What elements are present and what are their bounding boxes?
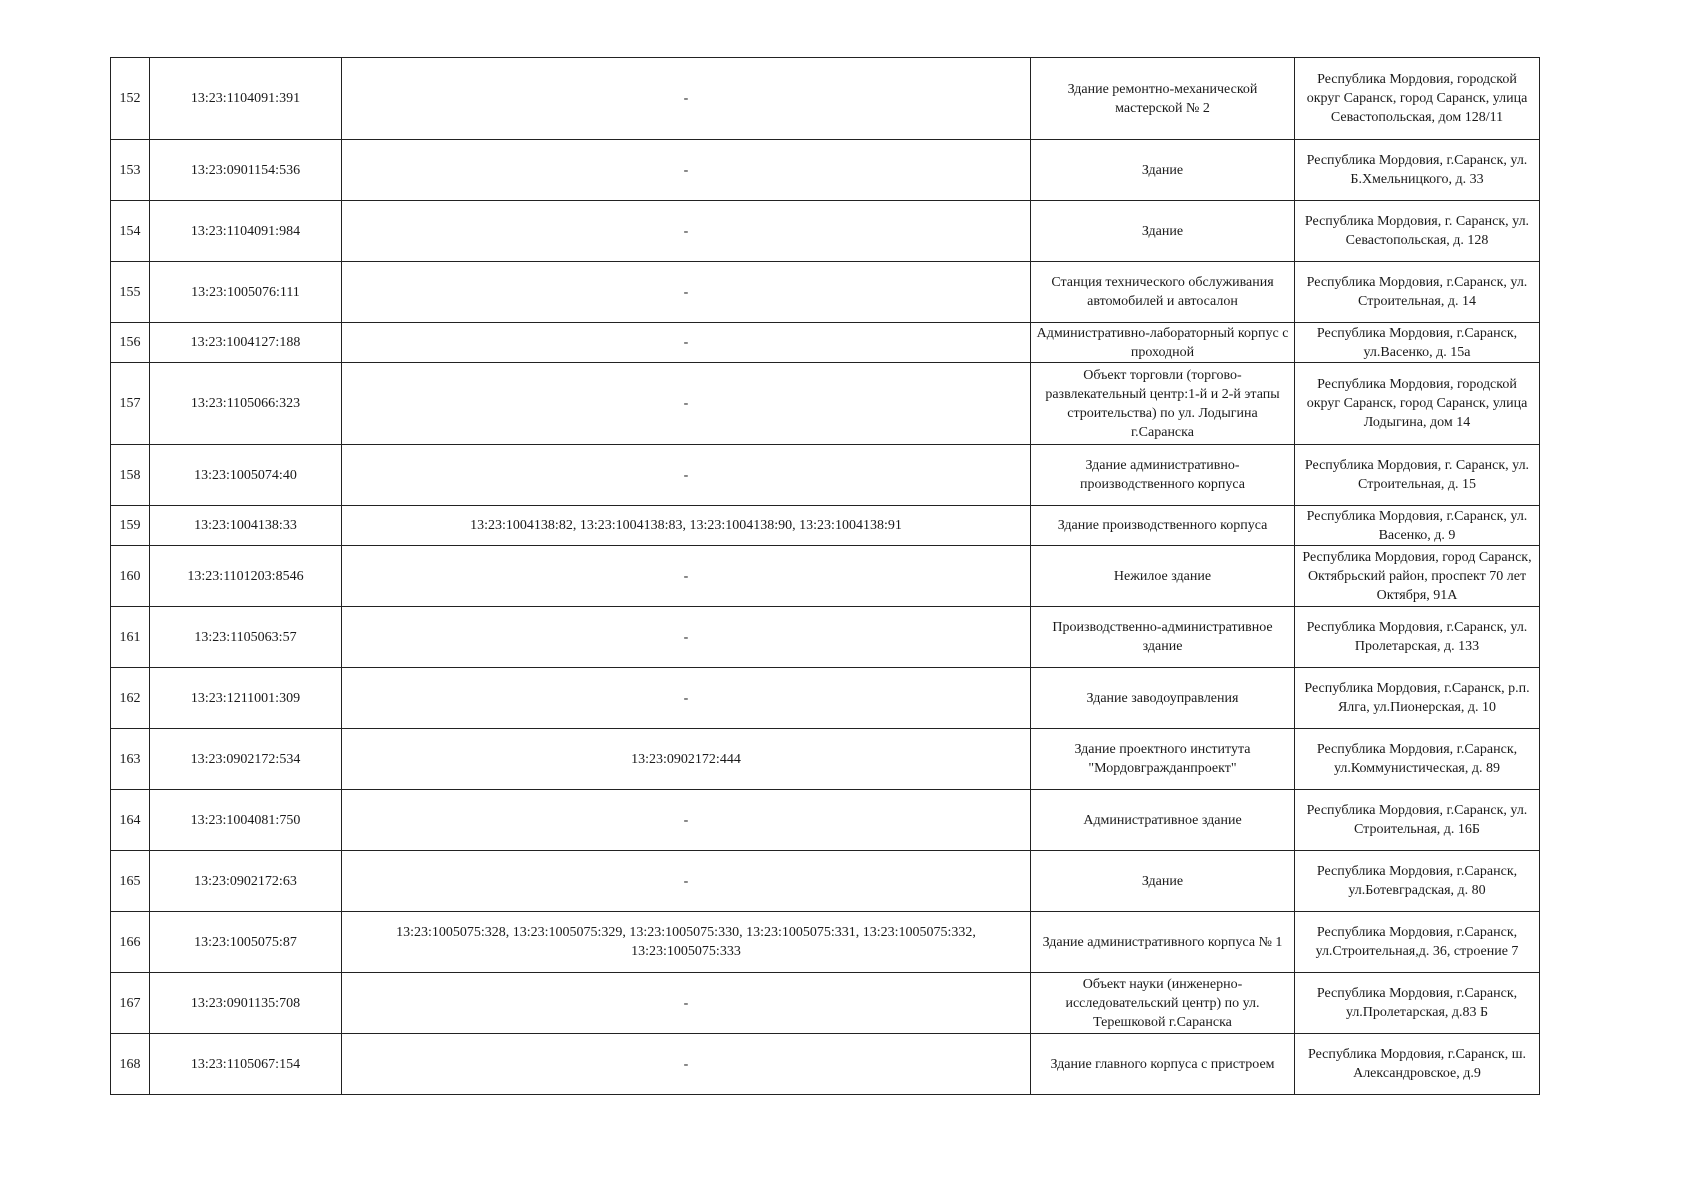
- document-page: [110, 57, 1540, 1095]
- table-row: [111, 58, 1540, 140]
- object-name-cell: Здание заводоуправления: [1031, 668, 1295, 729]
- property-registry-table: [110, 57, 1540, 1095]
- table-row: [111, 445, 1540, 506]
- table-row: [111, 851, 1540, 912]
- cadastral-number-cell: 13:23:1004127:188: [150, 323, 342, 363]
- related-cadastral-cell: -: [342, 262, 1031, 323]
- table-row: [111, 546, 1540, 607]
- object-name-cell: Здание: [1031, 851, 1295, 912]
- row-number-cell: 163: [111, 729, 150, 790]
- related-cadastral-cell: -: [342, 790, 1031, 851]
- object-name-cell: Производственно-административное здание: [1031, 607, 1295, 668]
- related-cadastral-cell: -: [342, 140, 1031, 201]
- object-name-cell: Нежилое здание: [1031, 546, 1295, 607]
- table-row: [111, 140, 1540, 201]
- table-row: [111, 363, 1540, 445]
- address-cell: Республика Мордовия, г.Саранск, ул.Ботевградская, д. 80: [1295, 851, 1540, 912]
- object-name-cell: Здание административно-производственного корпуса: [1031, 445, 1295, 506]
- row-number-cell: 158: [111, 445, 150, 506]
- cadastral-number-cell: 13:23:1105066:323: [150, 363, 342, 445]
- object-name-cell: Объект науки (инженерно-исследовательский центр) по ул. Терешковой г.Саранска: [1031, 973, 1295, 1034]
- object-name-cell: Объект торговли (торгово-развлекательный центр:1-й и 2-й этапы строительства) по ул. Лодыгина г.Саранска: [1031, 363, 1295, 445]
- cadastral-number-cell: 13:23:1101203:8546: [150, 546, 342, 607]
- related-cadastral-cell: -: [342, 668, 1031, 729]
- row-number-cell: 156: [111, 323, 150, 363]
- related-cadastral-cell: -: [342, 607, 1031, 668]
- address-cell: Республика Мордовия, г.Саранск, ул.Коммунистическая, д. 89: [1295, 729, 1540, 790]
- row-number-cell: 157: [111, 363, 150, 445]
- related-cadastral-cell: -: [342, 363, 1031, 445]
- related-cadastral-cell: -: [342, 445, 1031, 506]
- row-number-cell: 155: [111, 262, 150, 323]
- row-number-cell: 167: [111, 973, 150, 1034]
- table-row: [111, 668, 1540, 729]
- row-number-cell: 161: [111, 607, 150, 668]
- address-cell: Республика Мордовия, городской округ Саранск, город Саранск, улица Севастопольская, дом 128/11: [1295, 58, 1540, 140]
- row-number-cell: 160: [111, 546, 150, 607]
- table-row: [111, 790, 1540, 851]
- object-name-cell: Здание: [1031, 140, 1295, 201]
- cadastral-number-cell: 13:23:1005076:111: [150, 262, 342, 323]
- table-row: [111, 912, 1540, 973]
- cadastral-number-cell: 13:23:1005074:40: [150, 445, 342, 506]
- cadastral-number-cell: 13:23:0902172:534: [150, 729, 342, 790]
- cadastral-number-cell: 13:23:1004138:33: [150, 506, 342, 546]
- object-name-cell: Административно-лабораторный корпус с проходной: [1031, 323, 1295, 363]
- related-cadastral-cell: -: [342, 201, 1031, 262]
- address-cell: Республика Мордовия, г.Саранск, ул. Пролетарская, д. 133: [1295, 607, 1540, 668]
- object-name-cell: Здание проектного института "Мордовгражданпроект": [1031, 729, 1295, 790]
- table-row: [111, 201, 1540, 262]
- address-cell: Республика Мордовия, г.Саранск, ул.Строительная,д. 36, строение 7: [1295, 912, 1540, 973]
- object-name-cell: Здание административного корпуса № 1: [1031, 912, 1295, 973]
- address-cell: Республика Мордовия, город Саранск, Октябрьский район, проспект 70 лет Октября, 91А: [1295, 546, 1540, 607]
- table-row: [111, 1034, 1540, 1095]
- object-name-cell: Станция технического обслуживания автомобилей и автосалон: [1031, 262, 1295, 323]
- address-cell: Республика Мордовия, г.Саранск, ул. Строительная, д. 16Б: [1295, 790, 1540, 851]
- row-number-cell: 164: [111, 790, 150, 851]
- related-cadastral-cell: 13:23:1005075:328, 13:23:1005075:329, 13:23:1005075:330, 13:23:1005075:331, 13:23:1005075:332, 13:23:1005075:333: [342, 912, 1031, 973]
- related-cadastral-cell: -: [342, 546, 1031, 607]
- address-cell: Республика Мордовия, городской округ Саранск, город Саранск, улица Лодыгина, дом 14: [1295, 363, 1540, 445]
- cadastral-number-cell: 13:23:1005075:87: [150, 912, 342, 973]
- row-number-cell: 165: [111, 851, 150, 912]
- cadastral-number-cell: 13:23:1004081:750: [150, 790, 342, 851]
- cadastral-number-cell: 13:23:1104091:391: [150, 58, 342, 140]
- row-number-cell: 162: [111, 668, 150, 729]
- row-number-cell: 154: [111, 201, 150, 262]
- related-cadastral-cell: 13:23:0902172:444: [342, 729, 1031, 790]
- cadastral-number-cell: 13:23:1105067:154: [150, 1034, 342, 1095]
- row-number-cell: 166: [111, 912, 150, 973]
- related-cadastral-cell: -: [342, 851, 1031, 912]
- object-name-cell: Административное здание: [1031, 790, 1295, 851]
- cadastral-number-cell: 13:23:1104091:984: [150, 201, 342, 262]
- object-name-cell: Здание производственного корпуса: [1031, 506, 1295, 546]
- table-row: [111, 607, 1540, 668]
- address-cell: Республика Мордовия, г.Саранск, р.п. Ялга, ул.Пионерская, д. 10: [1295, 668, 1540, 729]
- address-cell: Республика Мордовия, г.Саранск, ул.Васенко, д. 15а: [1295, 323, 1540, 363]
- row-number-cell: 168: [111, 1034, 150, 1095]
- related-cadastral-cell: -: [342, 323, 1031, 363]
- address-cell: Республика Мордовия, г.Саранск, ул. Б.Хмельницкого, д. 33: [1295, 140, 1540, 201]
- cadastral-number-cell: 13:23:1105063:57: [150, 607, 342, 668]
- related-cadastral-cell: -: [342, 1034, 1031, 1095]
- table-row: [111, 729, 1540, 790]
- row-number-cell: 153: [111, 140, 150, 201]
- address-cell: Республика Мордовия, г. Саранск, ул. Севастопольская, д. 128: [1295, 201, 1540, 262]
- address-cell: Республика Мордовия, г.Саранск, ул. Васенко, д. 9: [1295, 506, 1540, 546]
- cadastral-number-cell: 13:23:0901154:536: [150, 140, 342, 201]
- table-row: [111, 323, 1540, 363]
- table-row: [111, 262, 1540, 323]
- address-cell: Республика Мордовия, г.Саранск, ш. Александровское, д.9: [1295, 1034, 1540, 1095]
- object-name-cell: Здание: [1031, 201, 1295, 262]
- cadastral-number-cell: 13:23:0902172:63: [150, 851, 342, 912]
- related-cadastral-cell: -: [342, 973, 1031, 1034]
- address-cell: Республика Мордовия, г. Саранск, ул. Строительная, д. 15: [1295, 445, 1540, 506]
- object-name-cell: Здание главного корпуса с пристроем: [1031, 1034, 1295, 1095]
- cadastral-number-cell: 13:23:1211001:309: [150, 668, 342, 729]
- cadastral-number-cell: 13:23:0901135:708: [150, 973, 342, 1034]
- address-cell: Республика Мордовия, г.Саранск, ул. Строительная, д. 14: [1295, 262, 1540, 323]
- related-cadastral-cell: -: [342, 58, 1031, 140]
- row-number-cell: 152: [111, 58, 150, 140]
- related-cadastral-cell: 13:23:1004138:82, 13:23:1004138:83, 13:23:1004138:90, 13:23:1004138:91: [342, 506, 1031, 546]
- row-number-cell: 159: [111, 506, 150, 546]
- address-cell: Республика Мордовия, г.Саранск, ул.Пролетарская, д.83 Б: [1295, 973, 1540, 1034]
- table-row: [111, 973, 1540, 1034]
- object-name-cell: Здание ремонтно-механической мастерской № 2: [1031, 58, 1295, 140]
- table-row: [111, 506, 1540, 546]
